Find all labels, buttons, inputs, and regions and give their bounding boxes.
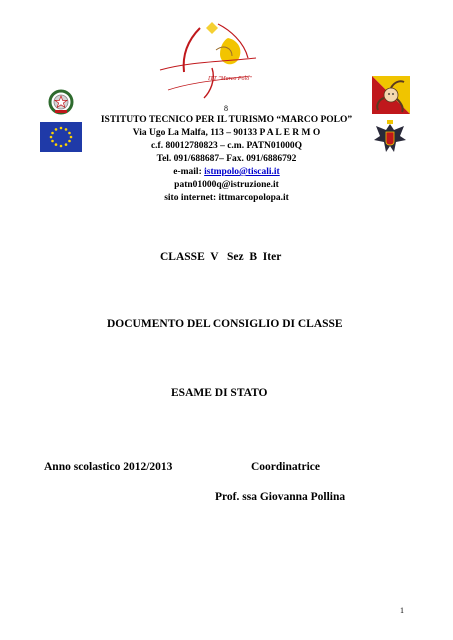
institute-email-line	[0, 166, 453, 179]
email-link[interactable]: istmpolo@tiscali.it	[204, 167, 280, 177]
class-line: CLASSE V Sez B Iter	[160, 251, 282, 263]
logo-text: ITT "Marco Polo"	[208, 76, 252, 82]
institute-name: ISTITUTO TECNICO PER IL TURISMO “MARCO POLO”	[100, 115, 353, 125]
page-marker: 8	[224, 104, 228, 113]
coordinator-name: Prof. ssa Giovanna Pollina	[215, 491, 346, 503]
document-title: DOCUMENTO DEL CONSIGLIO DI CLASSE	[107, 318, 343, 330]
institute-address: Via Ugo La Malfa, 113 – 90133 P A L E R M O	[132, 128, 321, 138]
exam-title: ESAME DI STATO	[171, 387, 268, 399]
institute-phone: Tel. 091/688687– Fax. 091/6886792	[156, 154, 297, 164]
school-year: Anno scolastico 2012/2013	[44, 461, 173, 473]
institute-pec: patn01000q@istruzione.it	[174, 180, 279, 190]
institute-codes: c.f. 80012780823 – c.m. PATN01000Q	[150, 141, 303, 151]
sicily-region-emblem-icon	[372, 76, 410, 114]
email-label: e-mail:	[173, 167, 205, 177]
coordinator-label: Coordinatrice	[251, 461, 320, 473]
italian-republic-emblem-icon	[47, 88, 75, 116]
institute-website: sito internet: ittmarcopolopa.it	[164, 193, 289, 203]
page-number: 1	[400, 606, 404, 615]
school-logo	[158, 20, 258, 102]
